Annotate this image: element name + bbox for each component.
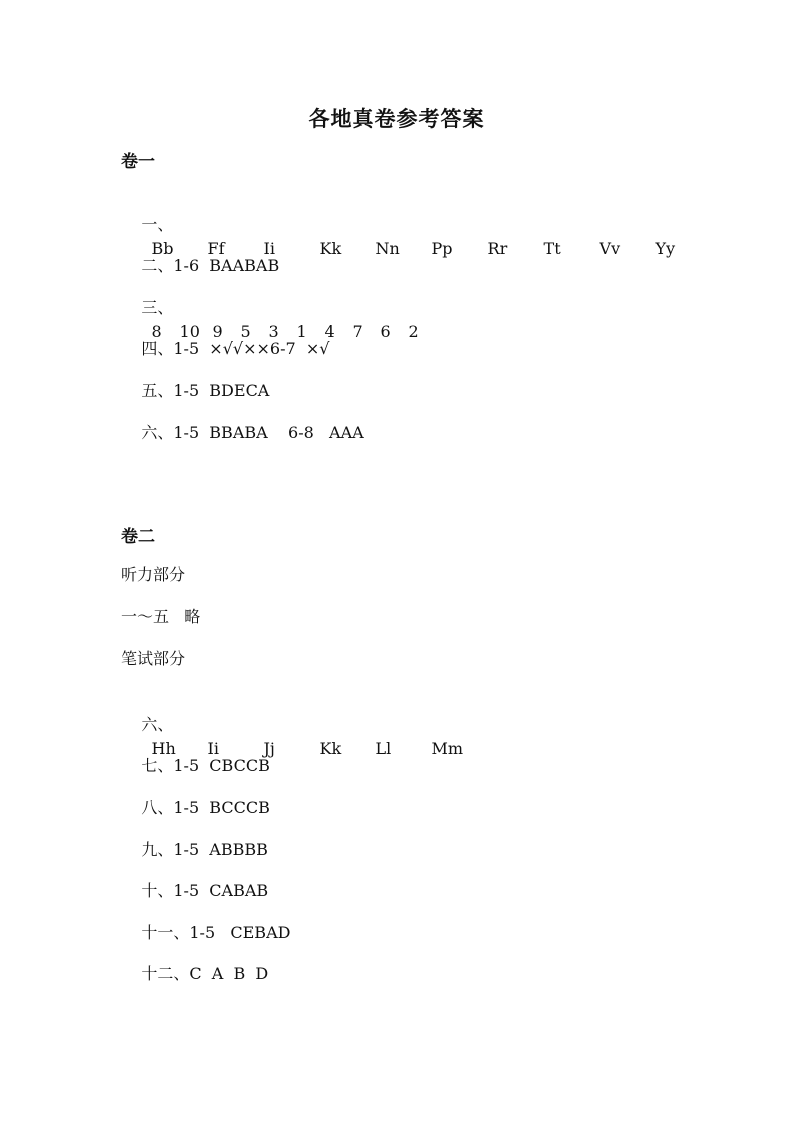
line-prefix: 十、 <box>141 881 174 900</box>
answer-text: 1-5 CBCCB <box>173 756 270 775</box>
line-prefix: 八、 <box>141 798 174 817</box>
answer-token: Nn <box>375 239 400 258</box>
answer-text: 1-5 ×√√××6-7 ×√ <box>173 339 330 358</box>
answer-token: Tt <box>543 239 561 258</box>
answer-token: 3 <box>268 322 279 341</box>
answer-token: Hh <box>151 739 176 758</box>
answer-token: Kk <box>319 739 342 758</box>
answer-text: 1-5 BBABA 6-8 AAA <box>173 423 364 442</box>
answer-line <box>121 313 330 358</box>
page-title: 各地真卷参考答案 <box>308 107 485 131</box>
answer-token: Rr <box>487 239 508 258</box>
listening-label: 听力部分 <box>121 565 186 584</box>
line-prefix: 十二、 <box>141 964 190 983</box>
answer-token: Kk <box>319 239 342 258</box>
answer-line <box>121 355 270 400</box>
line-prefix: 五、 <box>141 381 174 400</box>
line-prefix: 六、 <box>141 423 174 442</box>
answer-token: Ii <box>207 739 219 758</box>
line-prefix: 十一、 <box>141 923 190 942</box>
answer-token: Pp <box>431 239 453 258</box>
answer-line <box>121 189 696 258</box>
answer-token: 2 <box>408 322 419 341</box>
answer-line <box>121 397 364 442</box>
line-prefix: 一、 <box>141 215 174 234</box>
line-prefix: 三、 <box>141 298 174 317</box>
answer-line <box>121 689 472 758</box>
answer-line <box>121 772 270 817</box>
line-prefix: 四、 <box>141 339 174 358</box>
answer-token: Mm <box>431 739 464 758</box>
answer-token: Jj <box>263 739 275 758</box>
answer-text: 1-5 CEBAD <box>189 923 291 942</box>
answer-token: 7 <box>352 322 363 341</box>
answer-token: Ll <box>375 739 392 758</box>
answer-line <box>121 855 269 900</box>
answer-token: Vv <box>599 239 621 258</box>
answer-token: 5 <box>240 322 251 341</box>
writing-label: 笔试部分 <box>121 649 186 668</box>
answer-text: 1-5 BCCCB <box>173 798 270 817</box>
answer-text: 1-5 CABAB <box>173 881 269 900</box>
line-prefix: 九、 <box>141 840 174 859</box>
paper1-heading: 卷一 <box>121 152 155 172</box>
answer-token: 1 <box>296 322 307 341</box>
answer-text: 1-5 ABBBB <box>173 840 268 859</box>
answer-token: 4 <box>324 322 335 341</box>
answer-token: Bb <box>151 239 174 258</box>
answer-text: 1-6 BAABAB <box>173 256 280 275</box>
answer-token: 8 <box>151 322 162 341</box>
answer-text: C A B D <box>189 964 269 983</box>
answer-token: Ff <box>207 239 225 258</box>
answer-token: 10 <box>179 322 200 341</box>
line-prefix: 六、 <box>141 715 174 734</box>
answer-token: Yy <box>655 239 676 258</box>
answer-line <box>121 814 268 859</box>
line-prefix: 七、 <box>141 756 174 775</box>
answer-token: 9 <box>212 322 223 341</box>
answer-line <box>121 897 291 942</box>
paper2-heading: 卷二 <box>121 527 155 547</box>
answer-token: Ii <box>263 239 275 258</box>
listening-answer: 一～五 略 <box>121 607 201 626</box>
answer-line <box>121 938 269 983</box>
answer-line <box>121 230 280 275</box>
line-prefix: 二、 <box>141 256 174 275</box>
answer-token: 6 <box>380 322 391 341</box>
answer-line <box>121 272 429 341</box>
answer-text: 1-5 BDECA <box>173 381 270 400</box>
